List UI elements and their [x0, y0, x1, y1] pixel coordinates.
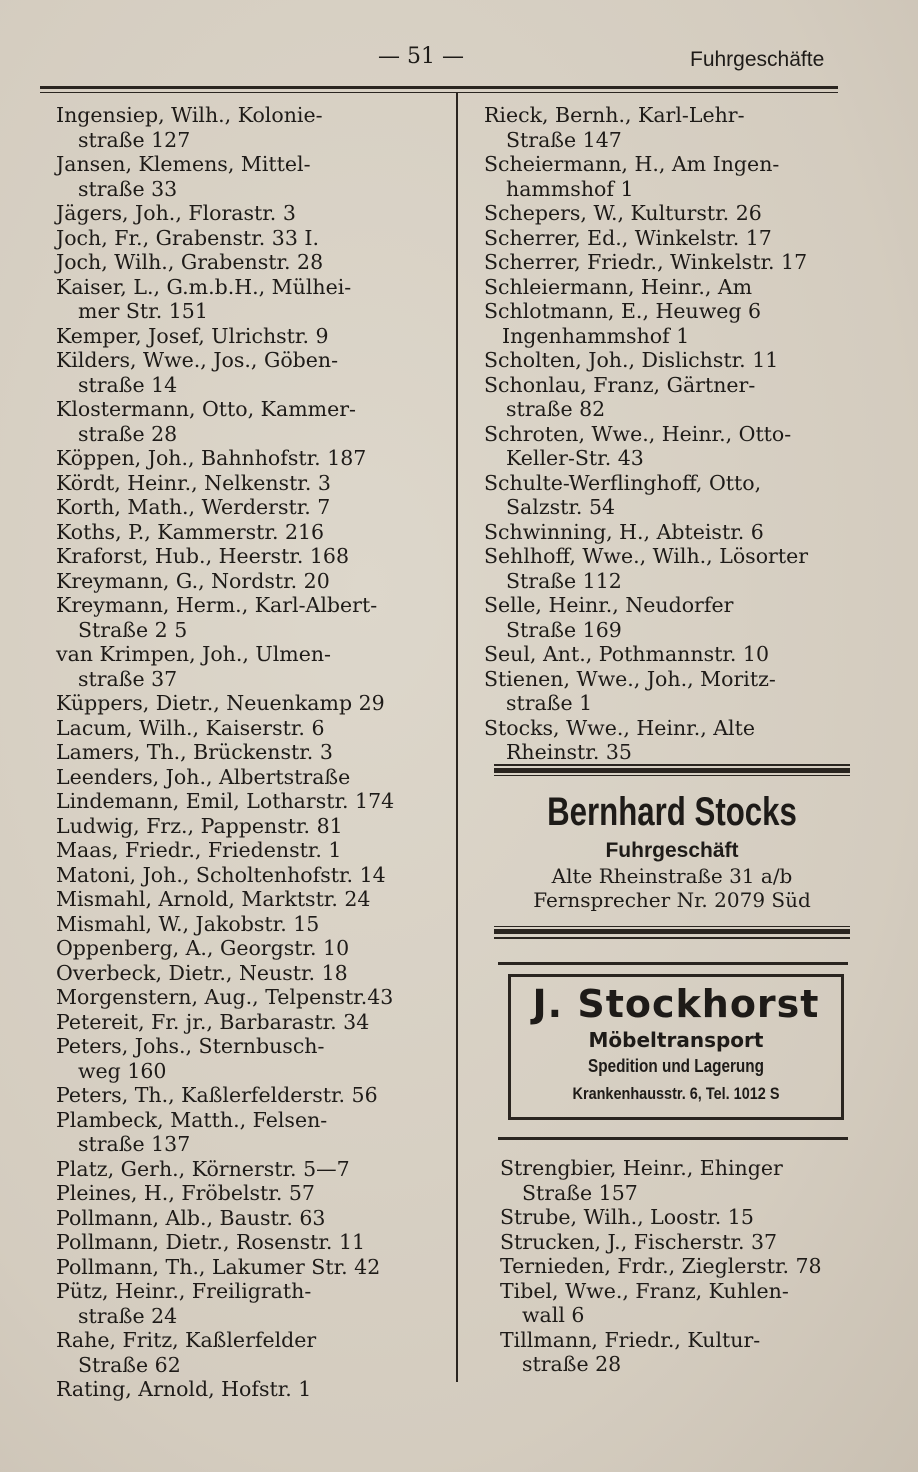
entry-line: Peters, Johs., Sternbusch- — [56, 1034, 325, 1058]
entry-continuation: straße 28 — [522, 1352, 622, 1376]
entry-line: Oppenberg, A., Georgstr. 10 — [56, 936, 350, 960]
entry-continuation: straße 24 — [78, 1303, 178, 1328]
directory-entry — [484, 250, 854, 275]
directory-entry — [484, 716, 854, 765]
directory-entry — [56, 397, 448, 446]
entry-continuation: Straße 157 — [522, 1180, 638, 1205]
entry-line: Scheiermann, H., Am Ingen- — [484, 152, 780, 176]
entry-line: Kaiser, L., G.m.b.H., Mülhei- — [56, 274, 352, 299]
entry-line: Joch, Fr., Grabenstr. 33 I. — [56, 225, 320, 250]
ad-stocks-name: Bernhard Stocks — [547, 790, 797, 834]
directory-entry — [484, 324, 854, 349]
directory-entry — [56, 814, 448, 839]
ad-stocks-top-rules — [494, 764, 850, 778]
entry-line: Kördt, Heinr., Nelkenstr. 3 — [56, 470, 331, 495]
entry-line: Matoni, Joh., Scholtenhofstr. 14 — [56, 862, 386, 887]
entry-line: Rahe, Fritz, Kaßlerfelder — [56, 1328, 317, 1352]
ad-stocks-address: Alte Rheinstraße 31 a/b — [551, 864, 793, 888]
directory-entry — [56, 642, 448, 691]
entry-line: Strucken, J., Fischerstr. 37 — [500, 1229, 778, 1254]
entry-line: Lamers, Th., Brückenstr. 3 — [56, 740, 333, 764]
entry-line: Rieck, Bernh., Karl-Lehr- — [484, 103, 745, 127]
directory-entry — [484, 152, 854, 201]
directory-entry — [484, 275, 854, 300]
directory-entry — [56, 985, 448, 1010]
entry-line: van Krimpen, Joh., Ulmen- — [56, 642, 331, 666]
directory-entry — [56, 789, 448, 814]
directory-entry — [56, 471, 448, 496]
ad-stocks-bottom-rules — [494, 926, 850, 942]
directory-entry — [56, 887, 448, 912]
directory-entry — [484, 201, 854, 226]
entry-line: Pollmann, Alb., Baustr. 63 — [56, 1205, 326, 1230]
entry-line: Koths, P., Kammerstr. 216 — [56, 519, 325, 544]
entry-line: Strengbier, Heinr., Ehinger — [500, 1156, 783, 1180]
directory-entry — [500, 1328, 855, 1377]
directory-entry — [484, 226, 854, 251]
entry-continuation: wall 6 — [522, 1303, 585, 1327]
right-column-bottom — [500, 1156, 855, 1377]
directory-entry — [56, 569, 448, 594]
directory-entry — [56, 544, 448, 569]
directory-entry — [56, 1279, 448, 1328]
directory-entry — [56, 691, 448, 716]
entry-line: Kilders, Wwe., Jos., Göben- — [56, 348, 339, 372]
directory-entry — [56, 324, 448, 349]
directory-entry — [500, 1230, 855, 1255]
entry-line: Peters, Th., Kaßlerfelderstr. 56 — [56, 1083, 378, 1107]
directory-entry — [484, 471, 854, 520]
directory-entry — [484, 422, 854, 471]
page-header — [0, 44, 918, 74]
entry-line: Schlotmann, E., Heuweg 6 — [484, 299, 762, 323]
left-column — [56, 103, 448, 1402]
entry-continuation: straße 127 — [78, 127, 191, 152]
ad-j-stockhorst — [508, 974, 844, 1120]
entry-line: Leenders, Joh., Albertstraße — [56, 764, 351, 789]
directory-entry — [56, 1108, 448, 1157]
header-rule-thin — [40, 92, 838, 93]
entry-line: Jansen, Klemens, Mittel- — [56, 152, 311, 176]
directory-entry — [56, 740, 448, 765]
entry-line: Scherrer, Friedr., Winkelstr. 17 — [484, 250, 808, 274]
entry-line: Scherrer, Ed., Winkelstr. 17 — [484, 225, 772, 250]
directory-entry — [56, 275, 448, 324]
ad-stockhorst-name: J. Stockhorst — [532, 982, 820, 1026]
entry-line: Schwinning, H., Abteistr. 6 — [484, 519, 764, 544]
entry-continuation: Salzstr. 54 — [506, 495, 616, 519]
entry-continuation: straße 14 — [78, 372, 178, 397]
entry-continuation: Straße 147 — [506, 127, 622, 152]
entry-line: Schulte-Werflinghoff, Otto, — [484, 470, 762, 495]
entry-continuation: Straße 169 — [506, 617, 622, 642]
entry-continuation: Keller-Str. 43 — [506, 446, 644, 470]
directory-entry — [484, 348, 854, 373]
ad-stockhorst-address: Krankenhausstr. 6, Tel. 1012 S — [572, 1084, 780, 1103]
entry-line: Strube, Wilh., Loostr. 15 — [500, 1205, 754, 1229]
entry-line: Mismahl, W., Jakobstr. 15 — [56, 911, 320, 936]
entry-continuation: straße 82 — [506, 397, 606, 421]
entry-line: Mismahl, Arnold, Marktstr. 24 — [56, 887, 371, 911]
entry-continuation: straße 137 — [78, 1132, 191, 1156]
entry-line: Overbeck, Dietr., Neustr. 18 — [56, 960, 348, 985]
entry-line: Pütz, Heinr., Freiligrath- — [56, 1279, 312, 1303]
directory-entry — [56, 838, 448, 863]
directory-entry — [56, 103, 448, 152]
entry-line: Schleiermann, Heinr., Am — [484, 274, 753, 299]
directory-entry — [56, 1206, 448, 1231]
column-divider — [456, 92, 458, 1382]
entry-continuation: mer Str. 151 — [78, 299, 208, 323]
entry-line: Schroten, Wwe., Heinr., Otto- — [484, 421, 792, 446]
entry-continuation: straße 28 — [78, 421, 178, 446]
entry-line: Ingensiep, Wilh., Kolonie- — [56, 103, 323, 127]
directory-entry — [56, 1377, 448, 1402]
directory-entry — [56, 912, 448, 937]
directory-entry — [500, 1279, 855, 1328]
directory-entry — [56, 765, 448, 790]
directory-entry — [56, 1083, 448, 1108]
entry-line: Ternieden, Frdr., Zieglerstr. 78 — [500, 1254, 822, 1278]
ad-bernhard-stocks — [494, 782, 850, 920]
entry-continuation: Straße 2 5 — [78, 617, 188, 642]
directory-entry — [484, 593, 854, 642]
entry-line: Maas, Friedr., Friedenstr. 1 — [56, 838, 342, 862]
directory-entry — [484, 373, 854, 422]
entry-line: Pollmann, Th., Lakumer Str. 42 — [56, 1254, 381, 1279]
directory-entry — [56, 152, 448, 201]
entry-line: Schonlau, Franz, Gärtner- — [484, 372, 756, 397]
ad-stockhorst-services: Spedition und Lagerung — [588, 1056, 764, 1076]
entry-line: Küppers, Dietr., Neuenkamp 29 — [56, 691, 385, 715]
entry-line: Kreymann, G., Nordstr. 20 — [56, 568, 330, 593]
entry-continuation: Straße 62 — [78, 1352, 181, 1377]
directory-entry — [56, 1255, 448, 1280]
ad-stockhorst-trade: Möbeltransport — [588, 1028, 764, 1052]
directory-entry — [484, 642, 854, 667]
entry-continuation: weg 160 — [78, 1058, 167, 1083]
right-column-top — [484, 103, 854, 765]
entry-line: Tillmann, Friedr., Kultur- — [500, 1327, 761, 1352]
directory-entry — [484, 103, 854, 152]
directory-entry — [56, 936, 448, 961]
entry-continuation: straße 33 — [78, 176, 178, 201]
entry-line: Stienen, Wwe., Joh., Moritz- — [484, 666, 776, 691]
entry-line: Seul, Ant., Pothmannstr. 10 — [484, 642, 769, 666]
entry-line: Lindemann, Emil, Lotharstr. 174 — [56, 789, 395, 813]
directory-entry — [56, 1230, 448, 1255]
directory-entry — [56, 1010, 448, 1035]
directory-entry — [56, 250, 448, 275]
directory-entry — [56, 1034, 448, 1083]
entry-line: Korth, Math., Werderstr. 7 — [56, 495, 331, 519]
entry-line: Stocks, Wwe., Heinr., Alte — [484, 715, 755, 740]
entry-line: Schepers, W., Kulturstr. 26 — [484, 201, 762, 225]
directory-entry — [56, 348, 448, 397]
directory-entry — [56, 446, 448, 471]
entry-line: Morgenstern, Aug., Telpenstr.43 — [56, 985, 394, 1009]
entry-line: Tibel, Wwe., Franz, Kuhlen- — [500, 1278, 789, 1303]
entry-line: Selle, Heinr., Neudorfer — [484, 593, 734, 617]
entry-line: Kraforst, Hub., Heerstr. 168 — [56, 544, 350, 568]
entry-line: Platz, Gerh., Körnerstr. 5—7 — [56, 1156, 350, 1181]
directory-entry — [56, 593, 448, 642]
entry-line: Klostermann, Otto, Kammer- — [56, 397, 356, 421]
directory-entry — [56, 961, 448, 986]
entry-line: Rating, Arnold, Hofstr. 1 — [56, 1377, 312, 1401]
directory-entry — [56, 1181, 448, 1206]
entry-continuation: Straße 112 — [506, 568, 622, 593]
directory-entry — [56, 520, 448, 545]
entry-line: Petereit, Fr. jr., Barbarastr. 34 — [56, 1009, 370, 1034]
directory-entry — [56, 1328, 448, 1377]
directory-entry — [484, 299, 854, 324]
entry-continuation: straße 1 — [506, 691, 593, 715]
directory-entry — [56, 1157, 448, 1182]
entry-line: Pleines, H., Fröbelstr. 57 — [56, 1181, 315, 1205]
directory-entry — [500, 1156, 855, 1205]
directory-entry — [56, 716, 448, 741]
entry-line: Kreymann, Herm., Karl-Albert- — [56, 593, 378, 617]
entry-line: Pollmann, Dietr., Rosenstr. 11 — [56, 1230, 366, 1254]
directory-entry — [500, 1254, 855, 1279]
directory-entry — [484, 667, 854, 716]
directory-entry — [56, 201, 448, 226]
directory-entry — [484, 520, 854, 545]
page-number: — 51 — — [378, 44, 464, 69]
entry-continuation: straße 37 — [78, 666, 178, 691]
entry-continuation: Rheinstr. 35 — [506, 740, 632, 764]
entry-continuation: hammshof 1 — [506, 176, 634, 201]
directory-entry — [56, 863, 448, 888]
entry-line: Kemper, Josef, Ulrichstr. 9 — [56, 323, 329, 348]
entry-line: Scholten, Joh., Dislichstr. 11 — [484, 348, 779, 372]
ad-stocks-trade: Fuhrgeschäft — [605, 839, 739, 862]
directory-entry — [56, 226, 448, 251]
section-title: Fuhrgeschäfte — [690, 48, 825, 71]
entry-line: Jägers, Joh., Florastr. 3 — [56, 201, 296, 225]
ad-stocks-phone: Fernsprecher Nr. 2079 Süd — [533, 888, 811, 912]
directory-entry — [484, 544, 854, 593]
directory-entry — [500, 1205, 855, 1230]
entry-line: Joch, Wilh., Grabenstr. 28 — [56, 250, 324, 274]
entry-line: Plambeck, Matth., Felsen- — [56, 1107, 328, 1132]
header-rule — [40, 86, 838, 89]
entry-line: Köppen, Joh., Bahnhofstr. 187 — [56, 446, 367, 470]
entry-line: Lacum, Wilh., Kaiserstr. 6 — [56, 715, 325, 740]
entry-line: Ludwig, Frz., Pappenstr. 81 — [56, 813, 343, 838]
entry-line: Ingenhammshof 1 — [502, 323, 690, 348]
directory-entry — [56, 495, 448, 520]
entry-line: Sehlhoff, Wwe., Wilh., Lösorter — [484, 544, 809, 568]
